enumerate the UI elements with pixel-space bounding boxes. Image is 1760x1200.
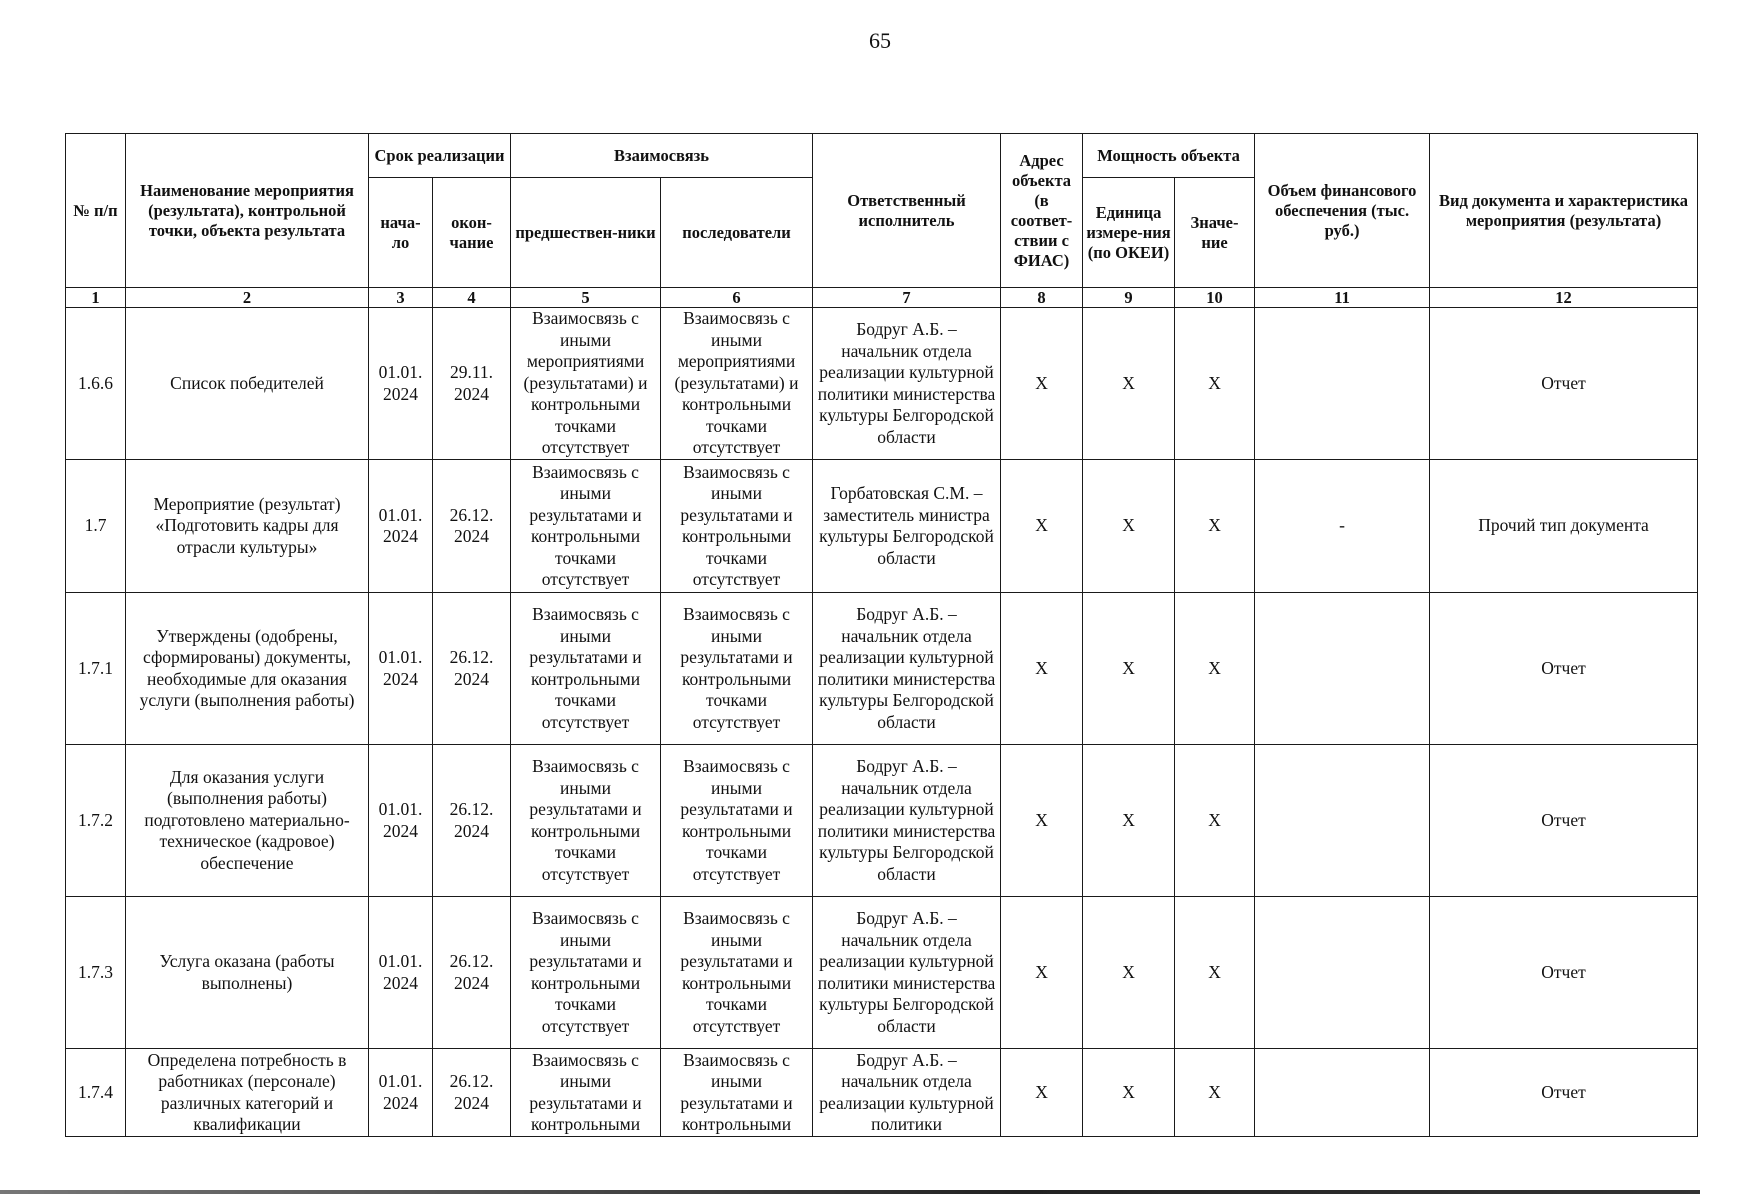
header-capacity: Мощность объекта [1083, 134, 1255, 178]
row-start: 01.01. 2024 [369, 897, 433, 1049]
row-next: Взаимосвязь с иными результатами и контрольными точками отсутствует [661, 897, 813, 1049]
row-address: Х [1001, 308, 1083, 460]
header-link: Взаимосвязь [511, 134, 813, 178]
column-number: 4 [433, 288, 511, 308]
row-address: Х [1001, 897, 1083, 1049]
row-start: 01.01. 2024 [369, 460, 433, 593]
row-start: 01.01. 2024 [369, 745, 433, 897]
row-doc: Прочий тип документа [1430, 460, 1698, 593]
row-num: 1.7.1 [66, 593, 126, 745]
row-value: Х [1175, 1049, 1255, 1137]
row-num: 1.7 [66, 460, 126, 593]
header-term-end: окон-чание [433, 178, 511, 288]
row-prev: Взаимосвязь с иными результатами и контрольными точками отсутствует [511, 593, 661, 745]
row-prev: Взаимосвязь с иными результатами и контрольными точками отсутствует [511, 745, 661, 897]
table-row [66, 460, 1698, 593]
row-responsible: Бодруг А.Б. – начальник отдела реализации культурной политики министерства культуры Белгородской области [813, 593, 1001, 745]
table-row [66, 897, 1698, 1049]
row-next: Взаимосвязь с иными результатами и контрольными точками отсутствует [661, 593, 813, 745]
column-number: 1 [66, 288, 126, 308]
header-responsible: Ответственный исполнитель [813, 134, 1001, 288]
row-num: 1.6.6 [66, 308, 126, 460]
row-address: Х [1001, 1049, 1083, 1137]
row-doc: Отчет [1430, 1049, 1698, 1137]
row-value: Х [1175, 593, 1255, 745]
row-finance [1255, 308, 1430, 460]
header-capacity-unit: Единица измере-ния (по ОКЕИ) [1083, 178, 1175, 288]
row-prev: Взаимосвязь с иными результатами и контрольными [511, 1049, 661, 1137]
table-row [66, 593, 1698, 745]
page-number: 65 [869, 28, 891, 53]
row-doc: Отчет [1430, 897, 1698, 1049]
column-number: 10 [1175, 288, 1255, 308]
row-next: Взаимосвязь с иными результатами и контрольными [661, 1049, 813, 1137]
table-row [66, 745, 1698, 897]
row-unit: Х [1083, 460, 1175, 593]
row-end: 26.12. 2024 [433, 1049, 511, 1137]
row-next: Взаимосвязь с иными результатами и контрольными точками отсутствует [661, 460, 813, 593]
row-finance [1255, 897, 1430, 1049]
row-name: Определена потребность в работниках (персонале) различных категорий и квалификации [126, 1049, 369, 1137]
column-number: 7 [813, 288, 1001, 308]
row-value: Х [1175, 897, 1255, 1049]
row-doc: Отчет [1430, 745, 1698, 897]
row-unit: Х [1083, 1049, 1175, 1137]
column-number: 11 [1255, 288, 1430, 308]
column-number: 3 [369, 288, 433, 308]
column-number: 9 [1083, 288, 1175, 308]
row-name: Мероприятие (результат) «Подготовить кадры для отрасли культуры» [126, 460, 369, 593]
row-start: 01.01. 2024 [369, 593, 433, 745]
row-doc: Отчет [1430, 308, 1698, 460]
header-capacity-value: Значе-ние [1175, 178, 1255, 288]
row-finance [1255, 593, 1430, 745]
header-num: № п/п [66, 134, 126, 288]
row-address: Х [1001, 745, 1083, 897]
table-row [66, 1049, 1698, 1137]
row-name: Список победителей [126, 308, 369, 460]
row-num: 1.7.4 [66, 1049, 126, 1137]
row-value: Х [1175, 745, 1255, 897]
header-name: Наименование мероприятия (результата), контрольной точки, объекта результата [126, 134, 369, 288]
table-body [66, 308, 1698, 1137]
header-term-start: нача-ло [369, 178, 433, 288]
table-row [66, 308, 1698, 460]
row-next: Взаимосвязь с иными результатами и контрольными точками отсутствует [661, 745, 813, 897]
row-address: Х [1001, 593, 1083, 745]
row-unit: Х [1083, 745, 1175, 897]
row-responsible: Горбатовская С.М. – заместитель министра культуры Белгородской области [813, 460, 1001, 593]
column-number: 8 [1001, 288, 1083, 308]
row-num: 1.7.2 [66, 745, 126, 897]
header-doc-type: Вид документа и характеристика мероприятия (результата) [1430, 134, 1698, 288]
scan-edge-line [0, 1190, 1700, 1194]
column-number: 5 [511, 288, 661, 308]
row-value: Х [1175, 460, 1255, 593]
row-end: 26.12. 2024 [433, 593, 511, 745]
row-value: Х [1175, 308, 1255, 460]
row-responsible: Бодруг А.Б. – начальник отдела реализации культурной политики министерства культуры Белгородской области [813, 745, 1001, 897]
row-unit: Х [1083, 897, 1175, 1049]
row-num: 1.7.3 [66, 897, 126, 1049]
row-next: Взаимосвязь с иными мероприятиями (результатами) и контрольными точками отсутствует [661, 308, 813, 460]
header-finance: Объем финансового обеспечения (тыс. руб.) [1255, 134, 1430, 288]
row-finance [1255, 745, 1430, 897]
row-name: Для оказания услуги (выполнения работы) подготовлено материально-техническое (кадровое) обеспечение [126, 745, 369, 897]
row-responsible: Бодруг А.Б. – начальник отдела реализации культурной политики [813, 1049, 1001, 1137]
row-name: Услуга оказана (работы выполнены) [126, 897, 369, 1049]
row-finance: - [1255, 460, 1430, 593]
row-end: 26.12. 2024 [433, 897, 511, 1049]
plan-table [65, 133, 1698, 1137]
column-number: 6 [661, 288, 813, 308]
column-numbers-row [66, 288, 1698, 308]
row-prev: Взаимосвязь с иными мероприятиями (результатами) и контрольными точками отсутствует [511, 308, 661, 460]
row-responsible: Бодруг А.Б. – начальник отдела реализации культурной политики министерства культуры Белгородской области [813, 897, 1001, 1049]
row-start: 01.01. 2024 [369, 308, 433, 460]
row-prev: Взаимосвязь с иными результатами и контрольными точками отсутствует [511, 897, 661, 1049]
row-responsible: Бодруг А.Б. – начальник отдела реализации культурной политики министерства культуры Белгородской области [813, 308, 1001, 460]
row-end: 29.11. 2024 [433, 308, 511, 460]
row-unit: Х [1083, 593, 1175, 745]
header-link-prev: предшествен-ники [511, 178, 661, 288]
row-prev: Взаимосвязь с иными результатами и контрольными точками отсутствует [511, 460, 661, 593]
row-doc: Отчет [1430, 593, 1698, 745]
row-address: Х [1001, 460, 1083, 593]
row-unit: Х [1083, 308, 1175, 460]
header-link-next: последователи [661, 178, 813, 288]
column-number: 2 [126, 288, 369, 308]
row-start: 01.01. 2024 [369, 1049, 433, 1137]
column-number: 12 [1430, 288, 1698, 308]
table-header [66, 134, 1698, 308]
row-end: 26.12. 2024 [433, 745, 511, 897]
row-name: Утверждены (одобрены, сформированы) документы, необходимые для оказания услуги (выполнения работы) [126, 593, 369, 745]
row-finance [1255, 1049, 1430, 1137]
row-end: 26.12. 2024 [433, 460, 511, 593]
header-term: Срок реализации [369, 134, 511, 178]
header-address: Адрес объекта (в соответ-ствии с ФИАС) [1001, 134, 1083, 288]
